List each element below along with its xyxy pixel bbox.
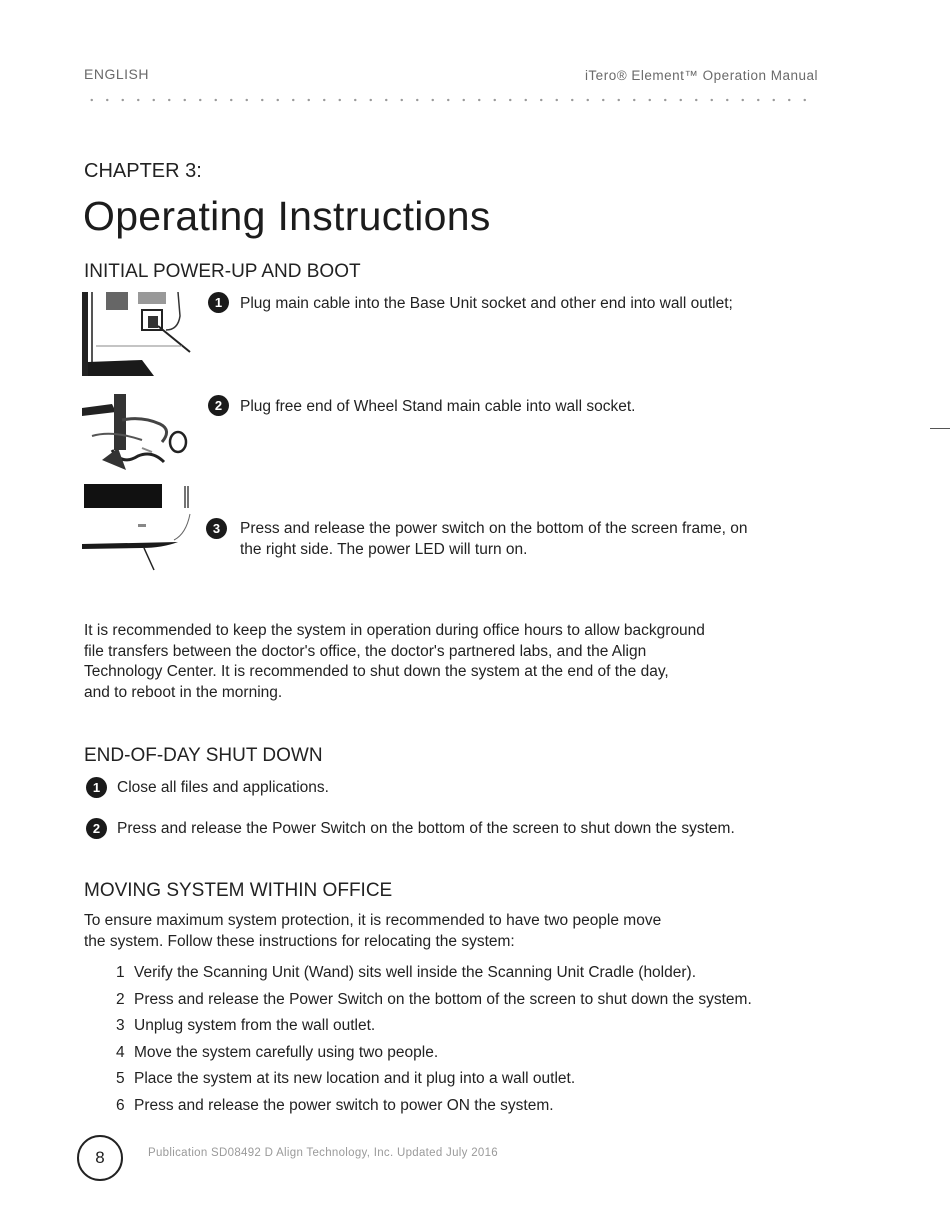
shutdown-step-2: [86, 818, 107, 839]
paragraph-line: file transfers between the doctor's office, the doctor's partnered labs, and the Align: [84, 642, 647, 660]
intro-line: the system. Follow these instructions for relocating the system:: [84, 932, 515, 950]
power-up-step-3-text: [240, 518, 747, 560]
header-dotted-divider: [84, 98, 819, 102]
step-3-line-1: Press and release the power switch on the bottom of the screen frame, on: [240, 520, 748, 537]
section-heading-shutdown: END-OF-DAY SHUT DOWN: [84, 745, 323, 766]
list-item-number: 6: [116, 1096, 125, 1114]
step-number-badge: 2: [86, 818, 107, 839]
list-item-text: Press and release the Power Switch on the bottom of the screen to shut down the system.: [134, 990, 752, 1008]
step-number-badge: 1: [86, 777, 107, 798]
list-item-text: Unplug system from the wall outlet.: [134, 1017, 376, 1034]
section-heading-power-up: INITIAL POWER-UP AND BOOT: [84, 261, 361, 282]
section-heading-moving: MOVING SYSTEM WITHIN OFFICE: [84, 880, 393, 901]
shutdown-step-1-text: Close all files and applications.: [117, 779, 329, 796]
intro-line: To ensure maximum system protection, it is recommended to have two people move: [84, 912, 662, 929]
shutdown-step-1: [86, 777, 107, 798]
chapter-label: CHAPTER 3:: [84, 160, 202, 182]
list-item: [116, 1013, 752, 1040]
moving-steps-list: [116, 960, 752, 1119]
list-item-number: 1: [116, 964, 125, 981]
power-up-step-1: [208, 292, 229, 313]
power-up-step-2-text: Plug free end of Wheel Stand main cable into wall socket.: [240, 398, 636, 415]
list-item-text: Move the system carefully using two people.: [134, 1043, 439, 1061]
power-up-step-1-text: Plug main cable into the Base Unit socket and other end into wall outlet;: [240, 295, 733, 312]
base-unit-socket-image: [82, 290, 194, 378]
list-item-number: 4: [116, 1043, 125, 1061]
step-number-badge: 2: [208, 395, 229, 416]
screen-power-switch-image: [82, 482, 197, 574]
list-item-number: 3: [116, 1017, 125, 1034]
list-item: [116, 1093, 752, 1120]
footer-publication: Publication SD08492 D Align Technology, Inc. Updated July 2016: [148, 1147, 498, 1159]
step-3-line-2: the right side. The power LED will turn on.: [240, 541, 528, 558]
page-number: 8: [77, 1135, 123, 1181]
shutdown-step-2-text: Press and release the Power Switch on the bottom of the screen to shut down the system.: [117, 820, 735, 837]
power-up-step-3: [206, 518, 227, 539]
recommendation-paragraph: [84, 621, 804, 703]
moving-intro: [84, 911, 784, 952]
list-item-text: Place the system at its new location and it plug into a wall outlet.: [134, 1070, 576, 1087]
paragraph-line: Technology Center. It is recommended to shut down the system at the end of the day,: [84, 663, 669, 680]
list-item: [116, 1066, 752, 1093]
power-up-step-2: [208, 395, 229, 416]
list-item: [116, 1040, 752, 1067]
list-item: [116, 987, 752, 1014]
list-item: [116, 960, 752, 987]
header-manual-title: iTero® Element™ Operation Manual: [584, 68, 818, 83]
step-number-badge: 1: [208, 292, 229, 313]
header-language: ENGLISH: [84, 66, 149, 82]
list-item-number: 5: [116, 1070, 125, 1087]
list-item-number: 2: [116, 990, 125, 1008]
margin-mark: [930, 428, 950, 429]
page-title: Operating Instructions: [83, 193, 491, 239]
wheel-stand-cable-image: [82, 390, 197, 475]
list-item-text: Press and release the power switch to power ON the system.: [134, 1096, 554, 1114]
paragraph-line: It is recommended to keep the system in operation during office hours to allow background: [84, 622, 705, 639]
paragraph-line: and to reboot in the morning.: [84, 683, 283, 701]
step-number-badge: 3: [206, 518, 227, 539]
list-item-text: Verify the Scanning Unit (Wand) sits well inside the Scanning Unit Cradle (holder).: [134, 964, 696, 981]
